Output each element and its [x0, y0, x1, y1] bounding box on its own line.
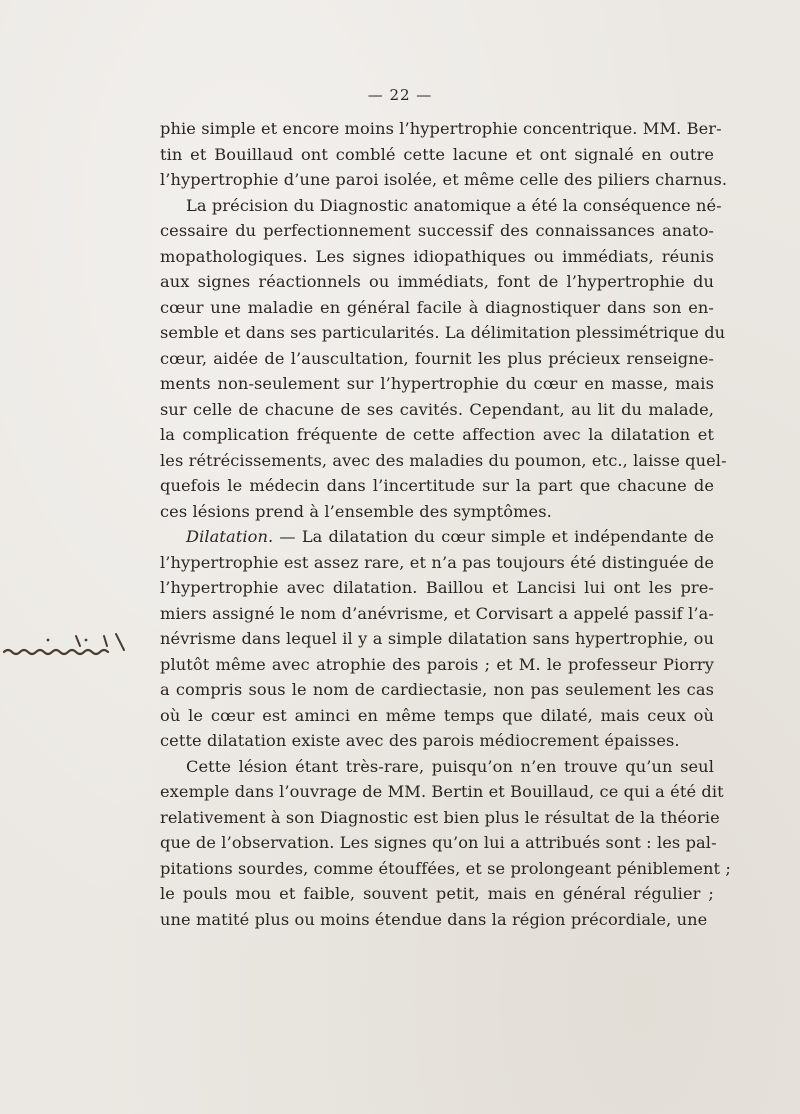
- text-line: miers assigné le nom d’anévrisme, et Corvisart a appelé passif l’a-: [160, 603, 714, 623]
- text-line: exemple dans l’ouvrage de MM. Bertin et Bouillaud, ce qui a été dit: [160, 782, 724, 801]
- text-line: La précision du Diagnostic anatomique a été la conséquence né-: [186, 195, 722, 215]
- text-line: l’hypertrophie d’une paroi isolée, et même celle des piliers charnus.: [160, 170, 728, 189]
- text-line: que de l’observation. Les signes qu’on lui a attribués sont : les pal-: [160, 833, 717, 852]
- text-line: sur celle de chacune de ses cavités. Cependant, au lit du malade,: [160, 399, 714, 419]
- text-line: semble et dans ses particularités. La délimitation plessimétrique du: [160, 323, 726, 342]
- text-line: cette dilatation existe avec des parois médiocrement épaisses.: [160, 731, 680, 750]
- text-line: pitations sourdes, comme étouffées, et se prolongeant péniblement ;: [160, 858, 731, 878]
- text-line: où le cœur est aminci en même temps que dilaté, mais ceux où: [160, 705, 714, 725]
- text-line: mopathologiques. Les signes idiopathiques ou immédiats, réunis: [160, 246, 714, 266]
- text-line: plutôt même avec atrophie des parois ; et M. le professeur Piorry: [160, 654, 714, 674]
- text-line: ces lésions prend à l’ensemble des symptômes.: [160, 501, 552, 521]
- page-number: — 22 —: [367, 86, 433, 104]
- text-line: relativement à son Diagnostic est bien plus le résultat de la théorie: [160, 807, 720, 827]
- text-line: a compris sous le nom de cardiectasie, non pas seulement les cas: [160, 680, 714, 699]
- text-line-content: — La dilatation du cœur simple et indépendante de: [273, 527, 714, 546]
- body-text: [160, 116, 731, 932]
- text-line: l’hypertrophie est assez rare, et n’a pas toujours été distinguée de: [160, 552, 714, 572]
- text-line: les rétrécissements, avec des maladies du poumon, etc., laisse quel-: [160, 450, 727, 470]
- text-line: cœur, aidée de l’auscultation, fournit les plus précieux renseigne-: [160, 348, 714, 368]
- margin-handwritten-annotation: [0, 628, 150, 668]
- text-line: une matité plus ou moins étendue dans la région précordiale, une: [160, 909, 708, 929]
- text-line: cessaire du perfectionnement successif des connaissances anato-: [160, 221, 714, 240]
- text-line: phie simple et encore moins l’hypertrophie concentrique. MM. Ber-: [160, 119, 722, 138]
- text-line: ments non-seulement sur l’hypertrophie du cœur en masse, mais: [160, 374, 714, 393]
- text-line: l’hypertrophie avec dilatation. Baillou et Lancisi lui ont les pre-: [160, 578, 714, 597]
- section-heading-italic: Dilatation.: [186, 527, 274, 546]
- text-line: Cette lésion étant très-rare, puisqu’on n’en trouve qu’un seul: [186, 756, 714, 776]
- text-line: [160, 524, 714, 550]
- text-line: le pouls mou et faible, souvent petit, mais en général régulier ;: [160, 884, 714, 903]
- text-line: quefois le médecin dans l’incertitude sur la part que chacune de: [160, 476, 714, 495]
- text-line: névrisme dans lequel il y a simple dilatation sans hypertrophie, ou: [160, 629, 714, 648]
- text-line: aux signes réactionnels ou immédiats, font de l’hypertrophie du: [160, 272, 714, 291]
- text-line: tin et Bouillaud ont comblé cette lacune et ont signalé en outre: [160, 144, 714, 164]
- text-line: cœur une maladie en général facile à diagnostiquer dans son en-: [160, 297, 714, 317]
- text-line: la complication fréquente de cette affection avec la dilatation et: [160, 425, 714, 444]
